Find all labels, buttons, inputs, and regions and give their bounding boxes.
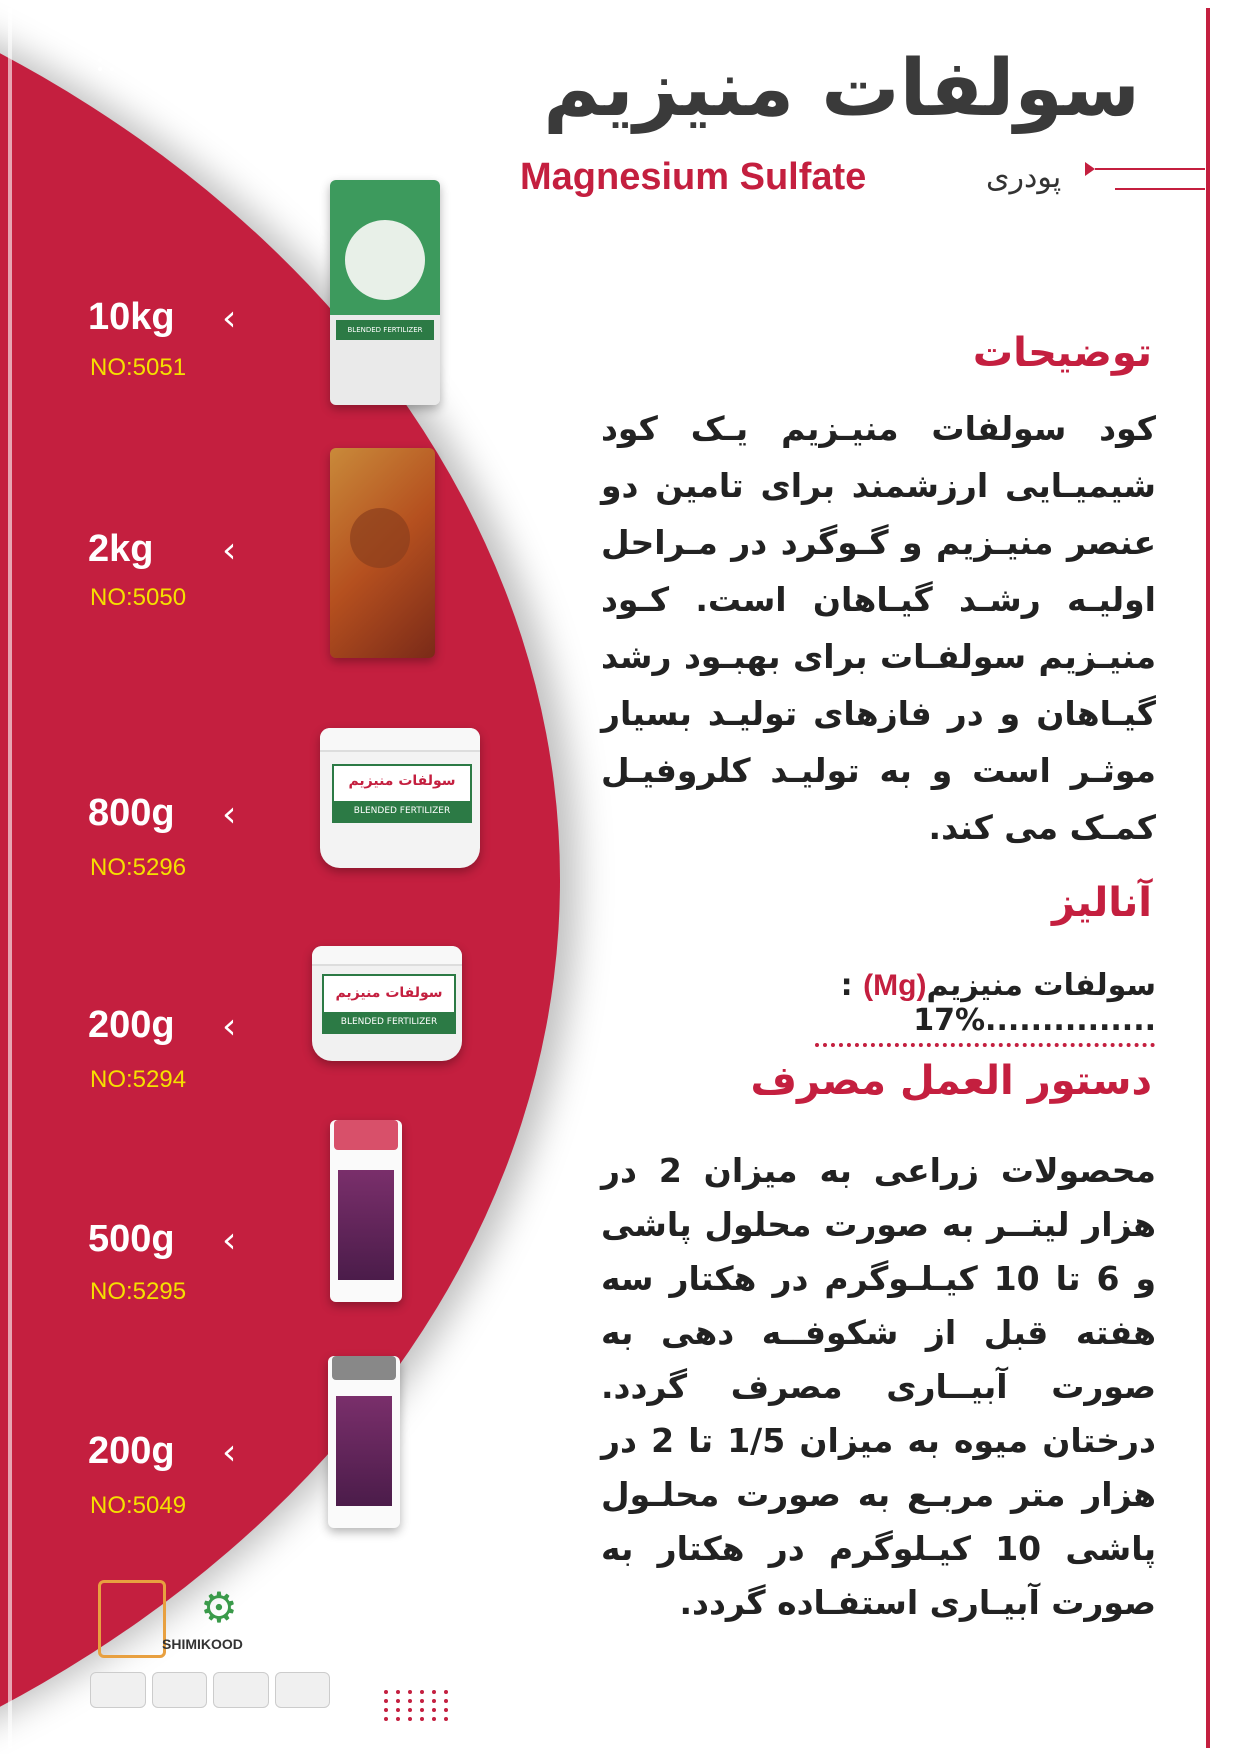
analysis-title: آنالیز — [1052, 880, 1152, 926]
product-image-jar — [330, 1120, 402, 1302]
iso-badge-icon — [213, 1672, 269, 1708]
chevron-left-icon: ‹ — [222, 530, 237, 571]
product-size: 2kg — [88, 528, 154, 570]
company-logo-text: SHIMIKOOD — [162, 1636, 243, 1652]
iso-badge-icon — [90, 1672, 146, 1708]
subtitle-persian: پودری — [986, 160, 1062, 195]
product-number: NO:5296 — [90, 854, 187, 881]
product-number: NO:5294 — [90, 1066, 187, 1093]
subtitle — [520, 150, 1120, 210]
chevron-left-icon: ‹ — [222, 1220, 237, 1261]
product-image-bag: BLENDED FERTILIZER — [330, 180, 440, 405]
chevron-left-icon: ‹ — [222, 298, 237, 339]
product-size: 10kg — [88, 296, 175, 338]
description-text: کود سولفات منیـزیم یـک کود شیمیـایی ارزشمند برای تامین دو عنصر منیـزیم و گـوگرد در مـراحل اولیـه رشـد گیـاهان است. کـود منیـزیم سولفـات برای بهبـود رشد گیـاهان و در فازهای تولیـد بسیار موثـر است و به تولیـد کلروفیـل کمـک می کند. — [601, 409, 1156, 847]
product-number: NO:5295 — [90, 1278, 187, 1305]
chevron-left-icon: ‹ — [222, 1432, 237, 1473]
subtitle-decoration — [1095, 158, 1205, 208]
subtitle-english: Magnesium Sulfate — [520, 156, 867, 198]
usage-title: دستور العمل مصرف — [750, 1058, 1152, 1104]
product-image-box — [330, 448, 435, 658]
product-size: 200g — [88, 1430, 175, 1472]
product-size: 500g — [88, 1218, 175, 1260]
product-image-small-jar — [328, 1356, 400, 1528]
certification-logos — [90, 1580, 330, 1720]
chevron-left-icon: ‹ — [222, 1006, 237, 1047]
product-number: NO:5049 — [90, 1492, 187, 1519]
product-number: NO:5050 — [90, 584, 187, 611]
analysis-separator: : — [840, 968, 853, 1003]
analysis-dots: ............... — [985, 1003, 1156, 1038]
iso-badges — [90, 1672, 330, 1712]
brand-logo — [98, 1580, 166, 1658]
red-curved-background — [0, 0, 560, 1754]
chevron-left-icon: ‹ — [222, 794, 237, 835]
product-size: 800g — [88, 792, 175, 834]
left-border-line — [8, 8, 12, 1748]
dot-pattern-top — [98, 40, 189, 71]
right-border-line — [1206, 8, 1210, 1748]
usage-text: محصولات زراعی به میزان 2 در هزار لیتــر به صورت محلول پاشی و 6 تا 10 کیـلـوگرم در هکتار سه هفته قبل از شکوفــه دهی به صورت آبیــاری مصرف گردد. درختان میوه به میزان 1/5 تا 2 در هزار متر مربـع به صورت محلـول پاشی 10 کیـلوگرم در هکتار به صورت آبیـاری استفـاده گردد. — [601, 1151, 1156, 1622]
product-image-tub: سولفات منیزیم BLENDED FERTILIZER — [320, 728, 480, 868]
section-divider — [815, 1043, 1155, 1047]
analysis-label: سولفات منیزیم — [926, 968, 1156, 1003]
product-image-small-tub: سولفات منیزیم BLENDED FERTILIZER — [312, 946, 462, 1061]
product-number: NO:5051 — [90, 354, 187, 381]
product-size: 200g — [88, 1004, 175, 1046]
description-title: توضیحات — [972, 330, 1152, 376]
iso-badge-icon — [275, 1672, 331, 1708]
page-title: سولفات منیزیم — [543, 44, 1140, 134]
gear-leaf-logo-icon: ⚙ — [200, 1583, 238, 1632]
analysis-element: (Mg) — [863, 969, 927, 1002]
analysis-row — [596, 968, 1156, 1038]
dot-pattern-bottom — [384, 1690, 451, 1721]
analysis-value: 17% — [913, 1003, 986, 1038]
iso-badge-icon — [152, 1672, 208, 1708]
